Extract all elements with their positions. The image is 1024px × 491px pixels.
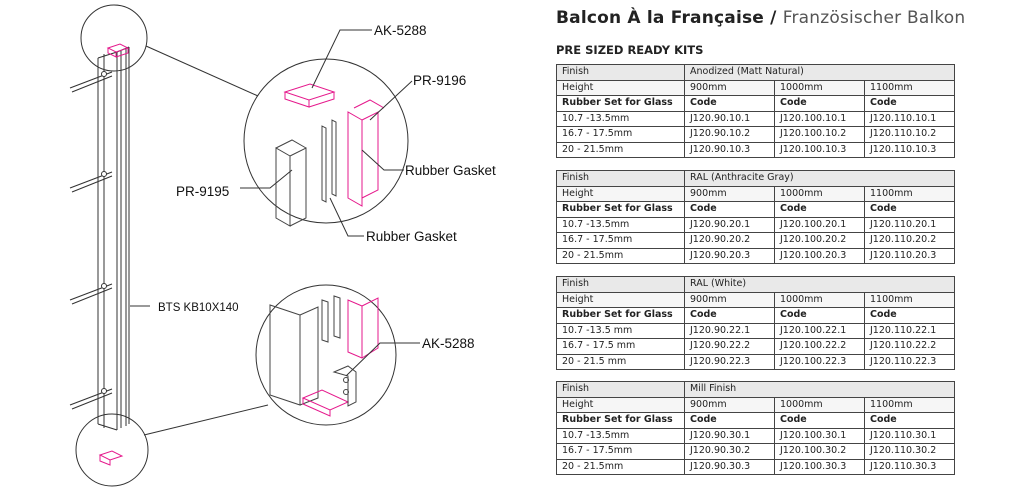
product-code: J120.110.10.2 xyxy=(865,127,955,143)
height-label: Height xyxy=(557,186,685,202)
code-label: Code xyxy=(775,96,865,112)
product-code: J120.90.20.1 xyxy=(685,217,775,233)
product-code: J120.90.10.2 xyxy=(685,127,775,143)
product-code: J120.100.30.2 xyxy=(775,444,865,460)
code-label: Code xyxy=(685,413,775,429)
product-code: J120.110.22.3 xyxy=(865,354,955,370)
finish-label: Finish xyxy=(557,382,685,398)
table-row xyxy=(557,459,955,475)
height-value: 1000mm xyxy=(775,292,865,308)
table-row xyxy=(557,339,955,355)
product-code: J120.110.22.1 xyxy=(865,323,955,339)
product-code: J120.90.22.3 xyxy=(685,354,775,370)
height-label: Height xyxy=(557,397,685,413)
table-row xyxy=(557,428,955,444)
glass-range: 16.7 - 17.5 mm xyxy=(557,339,685,355)
height-value: 900mm xyxy=(685,292,775,308)
label-pr9196: PR-9196 xyxy=(413,73,467,88)
screw-1 xyxy=(70,72,112,93)
detail-circle-bottom-small xyxy=(76,414,148,486)
product-code: J120.90.20.3 xyxy=(685,248,775,264)
label-pr9195: PR-9195 xyxy=(176,184,230,199)
glass-range: 20 - 21.5mm xyxy=(557,142,685,158)
screw-3 xyxy=(70,284,112,305)
height-value: 1000mm xyxy=(775,186,865,202)
product-code: J120.100.22.1 xyxy=(775,323,865,339)
height-value: 1100mm xyxy=(865,80,955,96)
column-header-row xyxy=(557,202,955,218)
product-code: J120.110.10.3 xyxy=(865,142,955,158)
table-row xyxy=(557,233,955,249)
title-main: Balcon À la Française xyxy=(556,8,765,28)
glass-range: 16.7 - 17.5mm xyxy=(557,127,685,143)
product-code: J120.90.30.2 xyxy=(685,444,775,460)
leader-pr9196 xyxy=(370,81,412,120)
height-label: Height xyxy=(557,80,685,96)
height-value: 1100mm xyxy=(865,186,955,202)
height-row xyxy=(557,80,955,96)
vertical-profile xyxy=(98,47,129,430)
screw-2 xyxy=(70,172,112,193)
table-row xyxy=(557,323,955,339)
title-german: Französischer Balkon xyxy=(782,8,966,28)
product-code: J120.110.30.2 xyxy=(865,444,955,460)
product-code: J120.100.30.1 xyxy=(775,428,865,444)
height-value: 1100mm xyxy=(865,397,955,413)
height-label: Height xyxy=(557,292,685,308)
product-code: J120.110.30.1 xyxy=(865,428,955,444)
code-label: Code xyxy=(865,413,955,429)
code-label: Code xyxy=(685,308,775,324)
height-value: 1000mm xyxy=(775,397,865,413)
height-value: 900mm xyxy=(685,80,775,96)
product-code: J120.100.20.3 xyxy=(775,248,865,264)
glass-range: 16.7 - 17.5mm xyxy=(557,233,685,249)
product-code: J120.100.30.3 xyxy=(775,459,865,475)
table-row xyxy=(557,127,955,143)
kit-table xyxy=(556,64,955,158)
table-row xyxy=(557,217,955,233)
rubber-set-label: Rubber Set for Glass xyxy=(557,413,685,429)
rubber-set-label: Rubber Set for Glass xyxy=(557,96,685,112)
finish-row xyxy=(557,277,955,293)
code-label: Code xyxy=(685,202,775,218)
product-code: J120.100.20.1 xyxy=(775,217,865,233)
height-value: 1100mm xyxy=(865,292,955,308)
detail-circle-top-small xyxy=(81,5,147,71)
table-row xyxy=(557,354,955,370)
code-label: Code xyxy=(865,308,955,324)
top-cap-small xyxy=(108,44,128,57)
leader-ak-bottom xyxy=(346,343,420,376)
glass-range: 10.7 -13.5 mm xyxy=(557,323,685,339)
product-code: J120.110.10.1 xyxy=(865,111,955,127)
product-code: J120.100.10.3 xyxy=(775,142,865,158)
product-code: J120.100.22.3 xyxy=(775,354,865,370)
table-row xyxy=(557,248,955,264)
kit-table xyxy=(556,381,955,475)
leader-rubber-1 xyxy=(362,150,404,170)
height-value: 900mm xyxy=(685,186,775,202)
product-code: J120.110.20.3 xyxy=(865,248,955,264)
product-code: J120.90.22.2 xyxy=(685,339,775,355)
column-header-row xyxy=(557,413,955,429)
table-row xyxy=(557,111,955,127)
code-label: Code xyxy=(775,308,865,324)
product-code: J120.90.30.3 xyxy=(685,459,775,475)
code-label: Code xyxy=(865,96,955,112)
height-value: 1000mm xyxy=(775,80,865,96)
height-row xyxy=(557,292,955,308)
glass-range: 20 - 21.5 mm xyxy=(557,354,685,370)
section-subtitle: PRE SIZED READY KITS xyxy=(556,43,704,57)
height-row xyxy=(557,186,955,202)
finish-value: Anodized (Matt Natural) xyxy=(685,65,955,81)
product-code: J120.110.22.2 xyxy=(865,339,955,355)
finish-label: Finish xyxy=(557,65,685,81)
glass-range: 20 - 21.5mm xyxy=(557,248,685,264)
finish-label: Finish xyxy=(557,277,685,293)
table-row xyxy=(557,444,955,460)
column-header-row xyxy=(557,308,955,324)
table-row xyxy=(557,142,955,158)
label-rubber-gasket-2: Rubber Gasket xyxy=(366,229,457,244)
product-code: J120.110.20.1 xyxy=(865,217,955,233)
rubber-set-label: Rubber Set for Glass xyxy=(557,202,685,218)
product-code: J120.90.20.2 xyxy=(685,233,775,249)
glass-range: 10.7 -13.5mm xyxy=(557,111,685,127)
product-code: J120.90.10.1 xyxy=(685,111,775,127)
product-code: J120.110.30.3 xyxy=(865,459,955,475)
product-code: J120.100.22.2 xyxy=(775,339,865,355)
page-title xyxy=(556,8,965,28)
profile-pr9195-detail xyxy=(276,140,306,226)
finish-label: Finish xyxy=(557,171,685,187)
product-code: J120.100.20.2 xyxy=(775,233,865,249)
leader-pr9195 xyxy=(240,170,292,188)
height-row xyxy=(557,397,955,413)
glass-range: 10.7 -13.5mm xyxy=(557,428,685,444)
rubber-set-label: Rubber Set for Glass xyxy=(557,308,685,324)
kit-table xyxy=(556,276,955,370)
label-rubber-gasket-1: Rubber Gasket xyxy=(405,163,496,178)
label-ak5288-bottom: AK-5288 xyxy=(422,336,475,351)
kit-table xyxy=(556,170,955,264)
product-code: J120.100.10.2 xyxy=(775,127,865,143)
height-value: 900mm xyxy=(685,397,775,413)
cap-ak5288-detail xyxy=(285,84,334,107)
finish-row xyxy=(557,65,955,81)
code-label: Code xyxy=(775,413,865,429)
code-label: Code xyxy=(685,96,775,112)
bottom-profile-detail xyxy=(270,296,340,405)
glass-range: 20 - 21.5mm xyxy=(557,459,685,475)
product-code: J120.100.10.1 xyxy=(775,111,865,127)
product-code: J120.110.20.2 xyxy=(865,233,955,249)
bottom-bracket-small xyxy=(100,451,122,465)
code-label: Code xyxy=(865,202,955,218)
glass-range: 10.7 -13.5mm xyxy=(557,217,685,233)
title-separator: / xyxy=(764,8,783,28)
finish-value: RAL (White) xyxy=(685,277,955,293)
label-ak5288-top: AK-5288 xyxy=(374,23,427,38)
finish-row xyxy=(557,382,955,398)
finish-value: Mill Finish xyxy=(685,382,955,398)
product-code: J120.90.22.1 xyxy=(685,323,775,339)
product-code: J120.90.10.3 xyxy=(685,142,775,158)
screw-4 xyxy=(70,389,112,410)
label-bts-screw: BTS KB10X140 xyxy=(158,302,239,314)
finish-row xyxy=(557,171,955,187)
finish-value: RAL (Anthracite Gray) xyxy=(685,171,955,187)
product-code: J120.90.30.1 xyxy=(685,428,775,444)
code-label: Code xyxy=(775,202,865,218)
column-header-row xyxy=(557,96,955,112)
glass-range: 16.7 - 17.5mm xyxy=(557,444,685,460)
detail-circle-bottom-large xyxy=(256,285,396,425)
rubber-gasket-strips xyxy=(322,120,336,202)
